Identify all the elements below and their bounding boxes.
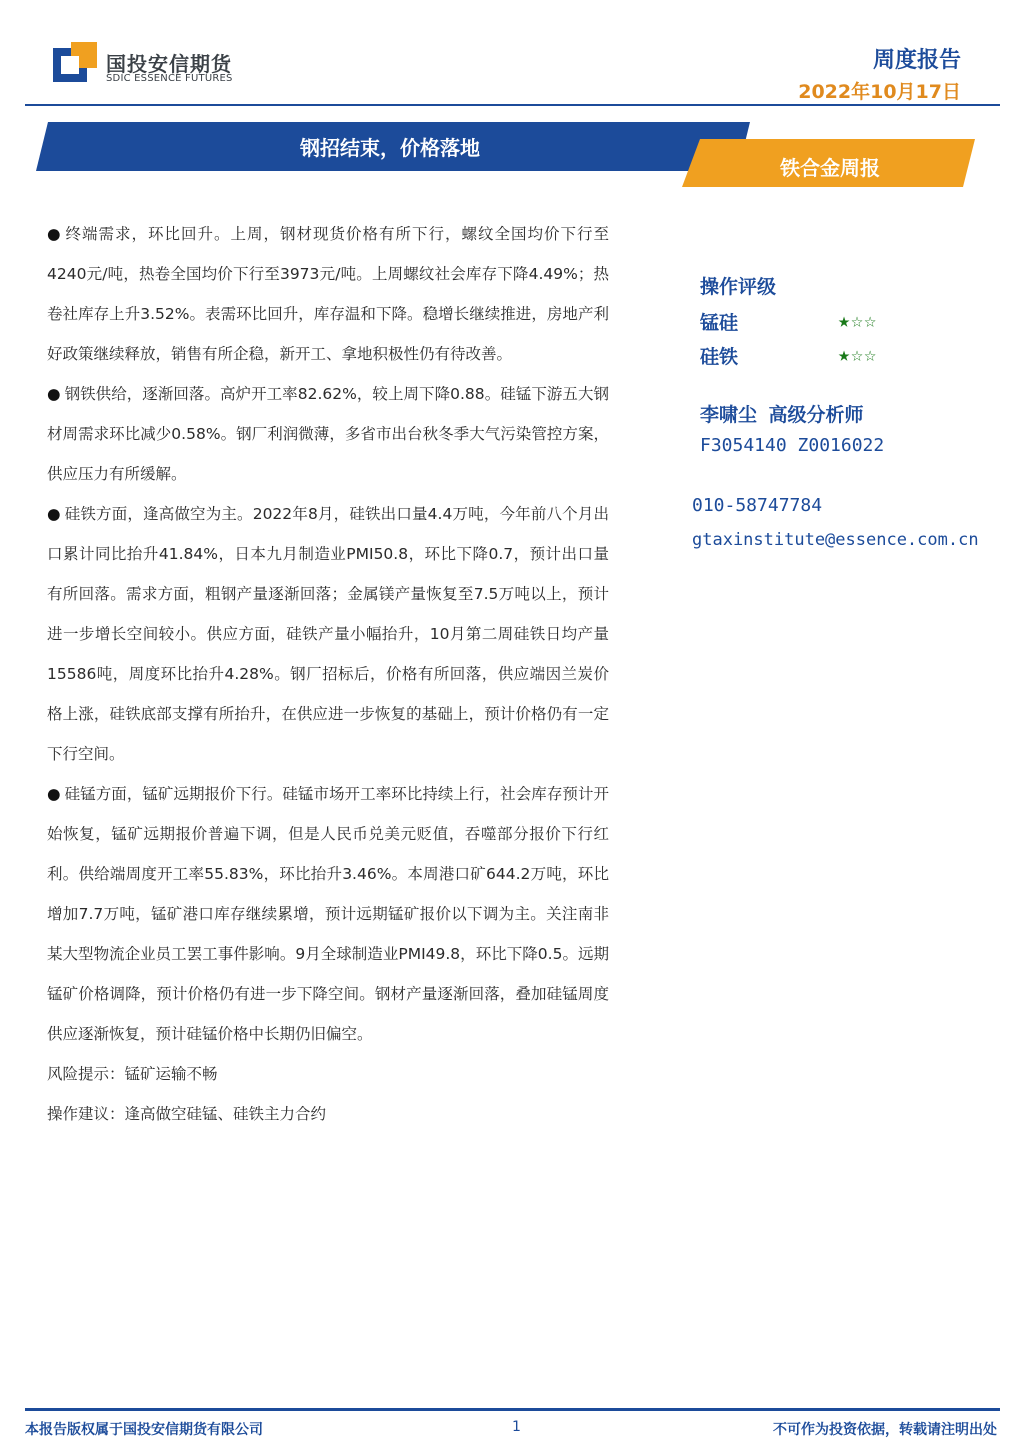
page-number: 1 [512,1419,521,1435]
company-name-en: SDIC ESSENCE FUTURES [106,73,233,84]
report-type: 周度报告 [872,48,961,73]
bullet-icon: ● [47,385,61,403]
bullet-icon: ● [47,505,61,523]
report-title: 钢招结束，价格落地 [300,136,480,160]
report-body [47,214,609,1134]
footer-disclaimer: 不可作为投资依据，转载请注明出处 [773,1422,997,1438]
paragraph-text: 硅铁方面，逢高做空为主。2022年8月，硅铁出口量4.4万吨，今年前八个月出口累计同比抬升41.84%，日本九月制造业PMI50.8，环比下降0.7，预计出口量有所回落。需求方面，粗钢产量逐渐回落；金属镁产量恢复至7.5万吨以上，预计进一步增长空间较小。供应方面，硅铁产量小幅抬升，10月第二周硅铁日均产量15586吨，周度环比抬升4.28%。钢厂招标后，价格有所回落，供应端因兰炭价格上涨，硅铁底部支撑有所抬升，在供应进一步恢复的基础上，预计价格仍有一定下行空间。 [47,505,609,763]
rating-name-silicomanganese: 锰硅 [700,312,739,334]
footer-copyright: 本报告版权属于国投安信期货有限公司 [25,1422,263,1438]
paragraph-demand [47,214,609,374]
paragraph-text: 终端需求，环比回升。上周，钢材现货价格有所下行，螺纹全国均价下行至4240元/吨，热卷全国均价下行至3973元/吨。上周螺纹社会库存下降4.49%；热卷社库存上升3.52%。表需环比回升，库存温和下降。稳增长继续推进，房地产利好政策继续释放，销售有所企稳，新开工、拿地积极性仍有待改善。 [47,225,609,363]
logo-mark-icon [53,42,101,84]
report-date: 2022年10月17日 [798,81,961,103]
paragraph-text: 钢铁供给，逐渐回落。高炉开工率82.62%，较上周下降0.88。硅锰下游五大钢材周需求环比减少0.58%。钢厂利润微薄，多省市出台秋冬季大气污染管控方案，供应压力有所缓解。 [47,385,609,483]
contact-phone: 010-58747784 [692,495,823,516]
bullet-icon: ● [47,225,62,243]
paragraph-silicomanganese [47,774,609,1054]
footer-divider [25,1408,1000,1411]
bullet-icon: ● [47,785,61,803]
paragraph-supply [47,374,609,494]
paragraph-text: 硅锰方面，锰矿远期报价下行。硅锰市场开工率环比持续上行，社会库存预计开始恢复，锰矿远期报价普遍下调，但是人民币兑美元贬值，吞噬部分报价下行红利。供给端周度开工率55.83%，环比抬升3.46%。本周港口矿644.2万吨，环比增加7.7万吨，锰矿港口库存继续累增，预计远期锰矿报价以下调为主。关注南非某大型物流企业员工罢工事件影响。9月全球制造业PMI49.8，环比下降0.5。远期锰矿价格调降，预计价格仍有进一步下降空间。钢材产量逐渐回落，叠加硅锰周度供应逐渐恢复，预计硅锰价格中长期仍旧偏空。 [47,785,609,1043]
contact-email[interactable]: gtaxinstitute@essence.com.cn [692,530,979,550]
star-rating-icon: ★☆☆ [838,342,878,366]
report-category: 铁合金周报 [780,156,880,180]
rating-name-ferrosilicon: 硅铁 [700,346,739,368]
paragraph-ferrosilicon [47,494,609,774]
header-divider [25,104,1000,106]
operation-advice: 操作建议：逢高做空硅锰、硅铁主力合约 [47,1105,327,1123]
star-rating-icon: ★☆☆ [838,308,878,332]
analyst-certificate: F3054140 Z0016022 [700,435,885,456]
analyst-name: 李啸尘 高级分析师 [700,404,864,426]
company-logo [53,42,101,84]
risk-note: 风险提示：锰矿运输不畅 [47,1065,218,1083]
rating-heading: 操作评级 [700,276,777,298]
company-name-cn: 国投安信期货 [106,52,232,76]
